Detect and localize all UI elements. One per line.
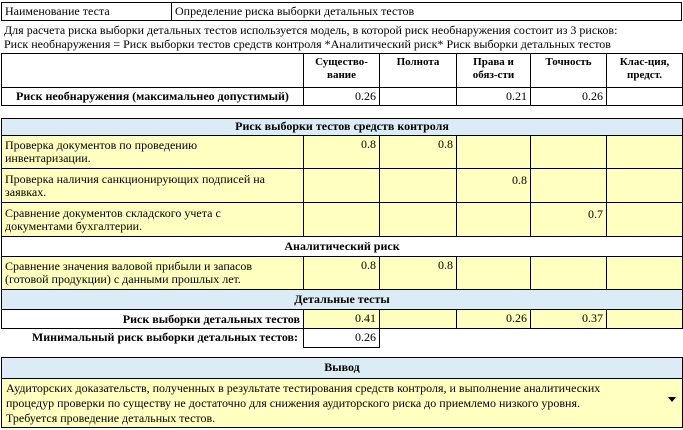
controls-row-2-rights[interactable]: 0.8 xyxy=(456,168,531,203)
dropdown-arrow-icon[interactable] xyxy=(668,397,676,402)
col-header-existence: Существо- вание xyxy=(303,53,380,88)
conclusion-line-1: Аудиторских доказательств, полученных в результате тестирования средств контроля, и выполнение аналитических xyxy=(6,381,601,395)
detection-risk-rights[interactable]: 0.21 xyxy=(456,87,531,106)
test-name-value: Определение риска выборки детальных тестов xyxy=(171,2,682,21)
controls-row-3-accuracy[interactable]: 0.7 xyxy=(530,202,607,237)
controls-row-1-label: Проверка документов по проведению инвентаризации. xyxy=(1,135,304,169)
controls-row-2-classification[interactable] xyxy=(606,168,683,203)
detailed-risk-classification[interactable] xyxy=(606,309,683,329)
detailed-risk-completeness[interactable] xyxy=(379,309,457,329)
analytic-row-1-classification[interactable] xyxy=(606,256,683,290)
detailed-section-title: Детальные тесты xyxy=(1,289,683,310)
controls-row-1-classification[interactable] xyxy=(606,135,683,169)
detection-risk-label: Риск необнаружения (максимальнео допустимый) xyxy=(1,87,304,106)
intro-line-1: Для расчета риска выборки детальных тестов используется модель, в которой риск необнаружения состоит из 3 рисков: xyxy=(4,23,618,37)
conclusion-line-3: Требуется проведение детальных тестов. xyxy=(6,411,216,425)
controls-row-3-label: Сравнение документов складского учета с документами бухгалтерии. xyxy=(1,202,304,237)
conclusion-line-2: процедур проверки по существу не достаточно для снижения аудиторского риска до приемлемо низкого уровня. xyxy=(6,396,580,410)
controls-row-2-completeness[interactable] xyxy=(379,168,457,203)
conclusion-text-box[interactable] xyxy=(1,378,683,428)
analytic-row-1-rights[interactable] xyxy=(456,256,531,290)
detection-risk-existence[interactable]: 0.26 xyxy=(303,87,380,106)
analytic-row-1-completeness[interactable]: 0.8 xyxy=(379,256,457,290)
conclusion-title: Вывод xyxy=(1,357,683,379)
controls-row-1-existence[interactable]: 0.8 xyxy=(303,135,380,169)
min-risk-label: Минимальный риск выборки детальных тестов: xyxy=(31,330,298,344)
intro-line-2: Риск необнаружения = Риск выборки тестов средств контроля *Аналитический риск* Риск выборки детальных тестов xyxy=(4,37,611,51)
col-header-classification: Клас-ция, предст. xyxy=(606,53,683,88)
detailed-risk-existence[interactable]: 0.41 xyxy=(303,309,380,329)
header-label-cell xyxy=(1,53,304,88)
controls-row-3-classification[interactable] xyxy=(606,202,683,237)
col-header-rights: Права и обяз-сти xyxy=(456,53,531,88)
intro-text xyxy=(4,23,683,51)
controls-row-3-existence[interactable] xyxy=(303,202,380,237)
col-header-accuracy: Точность xyxy=(530,53,607,88)
controls-row-2-label: Проверка наличия санкционирующих подписей на заявках. xyxy=(1,168,304,203)
controls-row-1-completeness[interactable]: 0.8 xyxy=(379,135,457,169)
controls-row-3-rights[interactable] xyxy=(456,202,531,237)
analytic-section-title: Аналитический риск xyxy=(1,236,683,257)
col-header-completeness: Полнота xyxy=(379,53,457,88)
analytic-row-1-accuracy[interactable] xyxy=(530,256,607,290)
controls-section-title: Риск выборки тестов средств контроля xyxy=(1,118,683,136)
detection-risk-completeness[interactable] xyxy=(379,87,457,106)
controls-row-1-rights[interactable] xyxy=(456,135,531,169)
detailed-risk-label: Риск выборки детальных тестов xyxy=(1,309,304,329)
controls-row-2-accuracy[interactable] xyxy=(530,168,607,203)
detailed-risk-accuracy[interactable]: 0.37 xyxy=(530,309,607,329)
analytic-row-1-existence[interactable]: 0.8 xyxy=(303,256,380,290)
detection-risk-accuracy[interactable]: 0.26 xyxy=(530,87,607,106)
controls-row-1-accuracy[interactable] xyxy=(530,135,607,169)
controls-row-2-existence[interactable] xyxy=(303,168,380,203)
controls-row-3-completeness[interactable] xyxy=(379,202,457,237)
analytic-row-1-label: Сравнение значения валовой прибыли и запасов (готовой продукции) с данными прошлых лет. xyxy=(1,256,304,290)
detailed-risk-rights[interactable]: 0.26 xyxy=(456,309,531,329)
test-name-label: Наименование теста xyxy=(1,2,172,21)
min-risk-value[interactable]: 0.26 xyxy=(303,328,380,348)
detection-risk-classification[interactable] xyxy=(606,87,683,106)
